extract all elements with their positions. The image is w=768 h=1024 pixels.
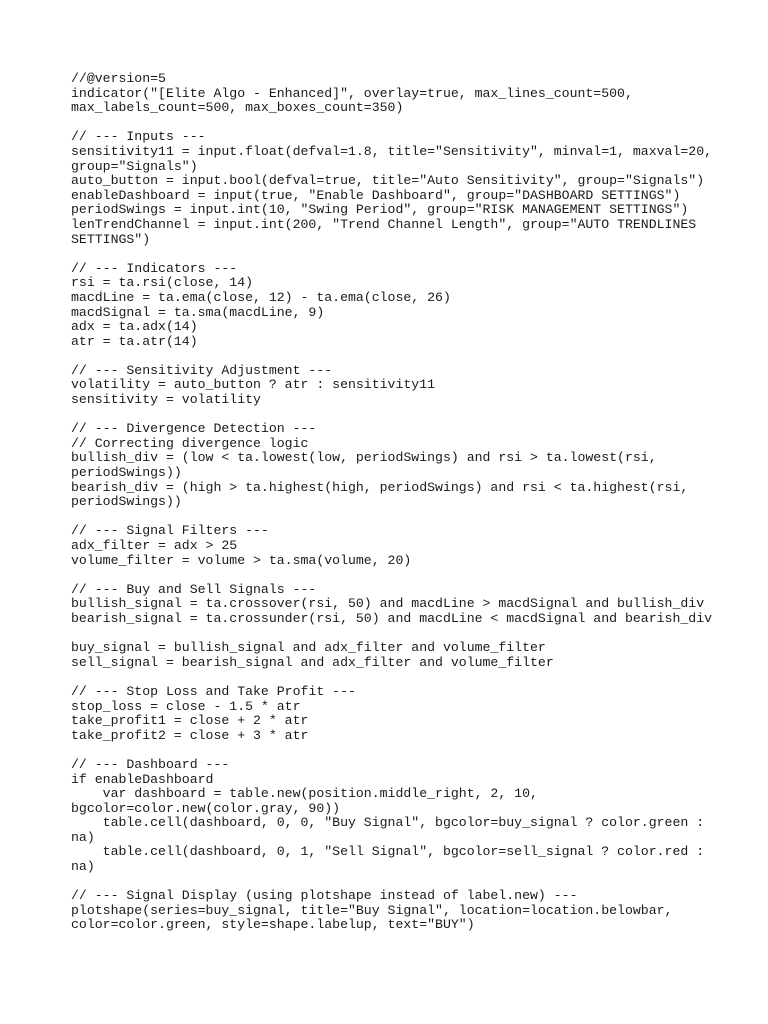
- code-line: color=color.green, style=shape.labelup, text="BUY"): [71, 917, 475, 933]
- blank-line: [71, 627, 731, 642]
- code-line: max_labels_count=500, max_boxes_count=350): [71, 100, 404, 116]
- code-line: // Correcting divergence logic: [71, 435, 309, 451]
- blank-line: [71, 875, 731, 890]
- code-line: bullish_signal = ta.crossover(rsi, 50) and macdLine > macdSignal and bullish_div: [71, 596, 705, 612]
- code-line: take_profit2 = close + 3 * atr: [71, 727, 309, 743]
- code-line: na): [71, 829, 95, 845]
- code-line: bearish_div = (high > ta.highest(high, periodSwings) and rsi < ta.highest(rsi,: [71, 479, 689, 495]
- code-line: adx_filter = adx > 25: [71, 538, 238, 553]
- code-line: bgcolor=color.new(color.gray, 90)): [71, 800, 341, 816]
- code-line: adx = ta.adx(14): [71, 319, 198, 335]
- code-line: if enableDashboard: [71, 771, 214, 787]
- blank-line: [71, 247, 731, 262]
- code-line: sell_signal = bearish_signal and adx_filter and volume_filter: [71, 654, 554, 670]
- code-line: // --- Dashboard ---: [71, 756, 230, 772]
- code-line: lenTrendChannel = input.int(200, "Trend Channel Length", group="AUTO TRENDLINES: [71, 216, 697, 232]
- code-line: var dashboard = table.new(position.middle_right, 2, 10,: [71, 786, 538, 802]
- code-line: bearish_signal = ta.crossunder(rsi, 50) and macdLine < macdSignal and bearish_div: [71, 610, 713, 626]
- blank-line: [71, 116, 731, 131]
- code-line: // --- Buy and Sell Signals ---: [71, 581, 317, 597]
- blank-line: [71, 568, 731, 583]
- code-line: table.cell(dashboard, 0, 1, "Sell Signal", bgcolor=sell_signal ? color.red :: [71, 844, 705, 860]
- code-line: // --- Indicators ---: [71, 260, 238, 276]
- code-line: // --- Signal Display (using plotshape instead of label.new) ---: [71, 888, 578, 904]
- code-line: enableDashboard = input(true, "Enable Dashboard", group="DASHBOARD SETTINGS"): [71, 187, 681, 203]
- code-line: na): [71, 859, 95, 875]
- blank-line: [71, 670, 731, 685]
- code-line: // --- Inputs ---: [71, 129, 206, 145]
- code-line: // --- Signal Filters ---: [71, 523, 269, 539]
- code-line: buy_signal = bullish_signal and adx_filter and volume_filter: [71, 640, 546, 656]
- code-line: // --- Stop Loss and Take Profit ---: [71, 683, 356, 699]
- code-line: //@version=5: [71, 71, 166, 86]
- code-line: sensitivity = volatility: [71, 392, 261, 408]
- code-line: // --- Divergence Detection ---: [71, 421, 317, 437]
- code-line: stop_loss = close - 1.5 * atr: [71, 698, 301, 714]
- code-line: sensitivity11 = input.float(defval=1.8, title="Sensitivity", minval=1, maxval=20,: [71, 143, 713, 159]
- code-line: // --- Sensitivity Adjustment ---: [71, 362, 333, 378]
- code-line: plotshape(series=buy_signal, title="Buy Signal", location=location.belowbar,: [71, 902, 673, 918]
- code-line: take_profit1 = close + 2 * atr: [71, 713, 309, 729]
- code-line: macdLine = ta.ema(close, 12) - ta.ema(close, 26): [71, 289, 451, 305]
- blank-line: [71, 349, 731, 364]
- code-line: group="Signals"): [71, 158, 198, 174]
- code-line: volume_filter = volume > ta.sma(volume, 20): [71, 552, 412, 568]
- code-line: volatility = auto_button ? atr : sensitivity11: [71, 377, 436, 393]
- blank-line: [71, 510, 731, 525]
- code-line: indicator("[Elite Algo - Enhanced]", overlay=true, max_lines_count=500,: [71, 85, 633, 101]
- code-line: table.cell(dashboard, 0, 0, "Buy Signal", bgcolor=buy_signal ? color.green :: [71, 815, 705, 831]
- code-line: atr = ta.atr(14): [71, 333, 198, 349]
- code-line: periodSwings)): [71, 465, 182, 481]
- code-line: rsi = ta.rsi(close, 14): [71, 275, 254, 291]
- code-line: bullish_div = (low < ta.lowest(low, periodSwings) and rsi > ta.lowest(rsi,: [71, 450, 657, 466]
- blank-line: [71, 408, 731, 423]
- code-line: periodSwings)): [71, 494, 182, 510]
- code-document: [71, 72, 731, 933]
- code-line: periodSwings = input.int(10, "Swing Period", group="RISK MANAGEMENT SETTINGS"): [71, 202, 689, 218]
- code-line: auto_button = input.bool(defval=true, title="Auto Sensitivity", group="Signals"): [71, 173, 705, 189]
- code-line: SETTINGS"): [71, 231, 151, 247]
- blank-line: [71, 743, 731, 758]
- code-line: macdSignal = ta.sma(macdLine, 9): [71, 304, 325, 320]
